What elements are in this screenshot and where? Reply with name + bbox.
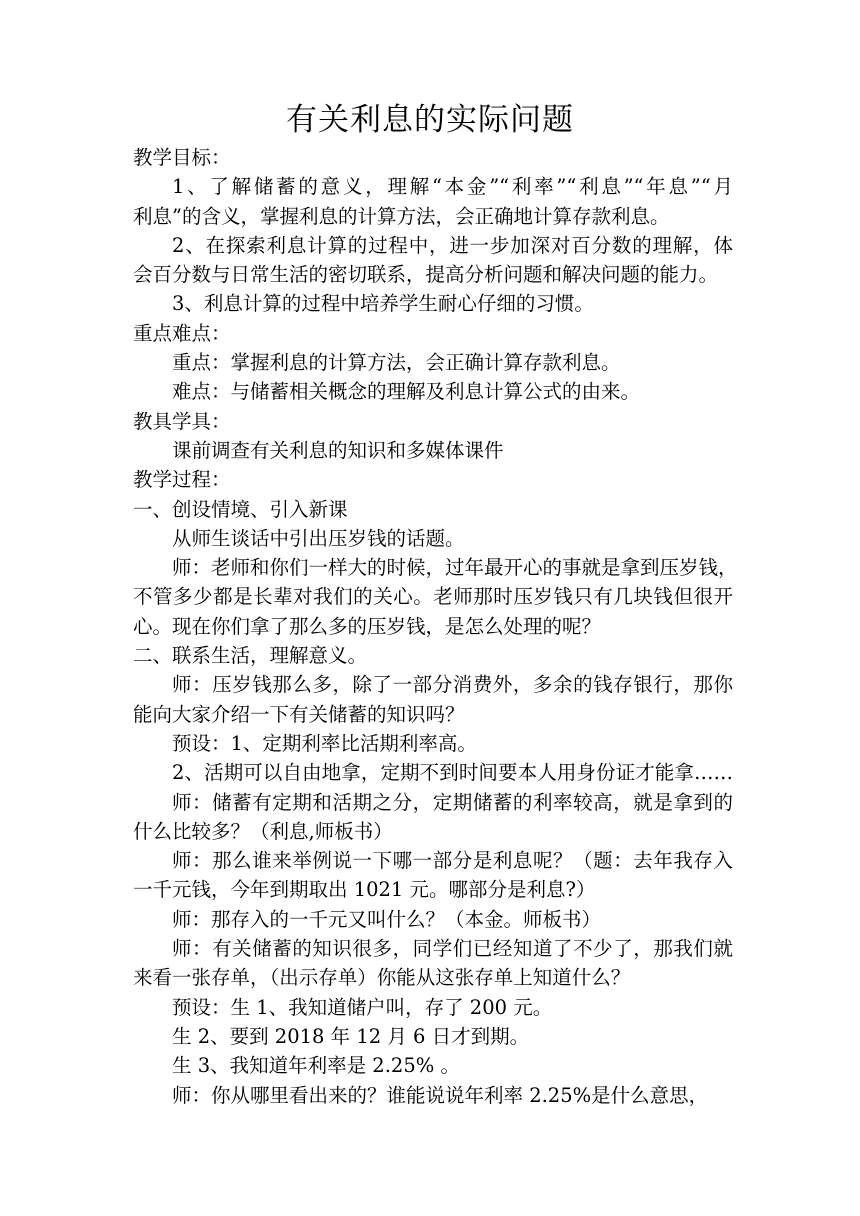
- text-line: 生 3、我知道年利率是 2.25% 。: [172, 1054, 460, 1078]
- text-line: 师：有关储蓄的知识很多，同学们已经知道了不少了，那我们就: [172, 937, 733, 961]
- text-line: 会百分数与日常生活的密切联系，提高分析问题和解决问题的能力。: [133, 263, 719, 287]
- text-line: 不管多少都是长辈对我们的关心。老师那时压岁钱只有几块钱但很开: [133, 585, 733, 609]
- text-line: 利息”的含义，掌握利息的计算方法，会正确地计算存款利息。: [133, 204, 670, 228]
- text-line: 教学目标：: [133, 146, 231, 169]
- text-line: 师：老师和你们一样大的时候，过年最开心的事就是拿到压岁钱，: [172, 556, 738, 580]
- text-line: 3、利息计算的过程中培养学生耐心仔细的习惯。: [172, 292, 594, 316]
- text-line: 来看一张存单，（出示存单）你能从这张存单上知道什么？: [133, 966, 631, 990]
- text-line: 生 2、要到 2018 年 12 月 6 日才到期。: [172, 1024, 530, 1048]
- text-line: 课前调查有关利息的知识和多媒体课件: [172, 438, 504, 462]
- text-line: 师：那存入的一千元又叫什么？（本金。师板书）: [172, 907, 602, 931]
- text-line: 师：储蓄有定期和活期之分，定期储蓄的利率较高，就是拿到的: [172, 790, 733, 814]
- text-line: 师：压岁钱那么多，除了一部分消费外，多余的钱存银行，那你: [172, 673, 733, 697]
- text-line: 2、活期可以自由地拿，定期不到时间要本人用身份证才能拿……: [172, 761, 733, 785]
- text-line: 什么比较多？（利息,师板书）: [133, 819, 393, 843]
- text-line: 师：那么谁来举例说一下哪一部分是利息呢？（题：去年我存入: [172, 849, 733, 873]
- text-line: 难点：与储蓄相关概念的理解及利息计算公式的由来。: [172, 380, 641, 404]
- text-line: 预设：生 1、我知道储户叫，存了 200 元。: [172, 995, 553, 1019]
- text-line: 一、创设情境、引入新课: [133, 497, 348, 521]
- text-line: 教学过程：: [133, 468, 231, 492]
- text-line: 教具学具：: [133, 409, 231, 433]
- text-line: 1、了解储蓄的意义，理解“本金”“利率”“利息”“年息”“月: [172, 175, 733, 199]
- text-line: 从师生谈话中引出压岁钱的话题。: [172, 526, 465, 550]
- text-line: 一千元钱，今年到期取出 1021 元。哪部分是利息?）: [133, 878, 596, 902]
- document-title: 有关利息的实际问题: [286, 102, 574, 138]
- document-body: [133, 143, 738, 1110]
- text-line: 重点难点：: [133, 321, 231, 345]
- text-line: 重点：掌握利息的计算方法，会正确计算存款利息。: [172, 351, 621, 375]
- text-line: 二、联系生活，理解意义。: [133, 644, 368, 668]
- text-line: 2、在探索利息计算的过程中，进一步加深对百分数的理解，体: [172, 233, 733, 257]
- text-line: 预设：1、定期利率比活期利率高。: [172, 731, 477, 755]
- text-line: 心。现在你们拿了那么多的压岁钱，是怎么处理的呢？: [133, 614, 602, 638]
- text-line: 师：你从哪里看出来的？谁能说说年利率 2.25%是什么意思，: [172, 1083, 709, 1107]
- text-line: 能向大家介绍一下有关储蓄的知识吗？: [133, 702, 465, 726]
